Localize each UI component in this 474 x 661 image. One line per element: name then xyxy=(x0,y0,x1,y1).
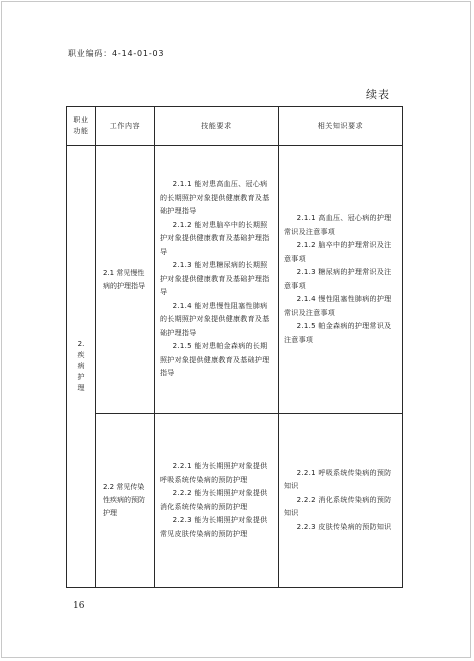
skill-item: 2.1.1 能对患高血压、冠心病的长期照护对象提供健康教育及基础护理指导 xyxy=(160,180,270,216)
column-header-skills: 技能要求 xyxy=(155,107,279,146)
skill-item: 2.1.4 能对患慢性阻塞性肺病的长期照护对象提供健康教育及基础护理指导 xyxy=(160,301,270,337)
table-row xyxy=(67,146,403,414)
continued-label: 续表 xyxy=(366,88,390,101)
work-content-cell xyxy=(96,146,155,414)
column-header-function: 职业功能 xyxy=(67,107,96,146)
skill-item: 2.1.3 能对患糖尿病的长期照护对象提供健康教育及基础护理指导 xyxy=(160,261,270,297)
skill-item: 2.2.2 能为长期照护对象提供消化系统传染病的预防护理 xyxy=(160,489,268,511)
skill-item: 2.2.1 能为长期照护对象提供呼吸系统传染病的预防护理 xyxy=(160,462,268,484)
work-content-cell xyxy=(96,414,155,588)
occupation-code: 职业编码：4-14-01-03 xyxy=(68,49,165,58)
knowledge-cell xyxy=(279,414,403,588)
column-header-knowledge: 相关知识要求 xyxy=(279,107,403,146)
column-header-content: 工作内容 xyxy=(96,107,155,146)
knowledge-item: 2.1.4 慢性阻塞性肺病的护理常识及注意事项 xyxy=(284,295,392,317)
knowledge-item: 2.2.2 消化系统传染病的预防知识 xyxy=(284,495,392,518)
skill-item: 2.1.2 能对患脑卒中的长期照护对象提供健康教育及基础护理指导 xyxy=(160,220,270,256)
skill-item: 2.1.5 能对患帕金森病的长期照护对象提供健康教育及基础护理指导 xyxy=(160,342,270,378)
skill-item: 2.2.3 能为长期照护对象提供常见皮肤传染病的预防护理 xyxy=(160,516,268,538)
knowledge-cell xyxy=(279,146,403,414)
function-label: 2. 疾病护理 xyxy=(77,340,85,392)
skills-table xyxy=(66,106,403,588)
table-header-row xyxy=(67,107,403,146)
page-number: 16 xyxy=(73,601,85,611)
function-cell xyxy=(67,146,96,588)
knowledge-item: 2.1.1 高血压、冠心病的护理常识及注意事项 xyxy=(284,214,392,236)
work-content-label: 2.1 常见慢性病的护理指导 xyxy=(103,268,145,290)
knowledge-item: 2.2.3 皮肤传染病的预防知识 xyxy=(296,522,392,531)
knowledge-item: 2.1.5 帕金森病的护理常识及注意事项 xyxy=(284,322,392,344)
skills-cell xyxy=(155,414,279,588)
knowledge-item: 2.2.1 呼吸系统传染病的预防知识 xyxy=(284,468,392,491)
knowledge-item: 2.1.3 糖尿病的护理常识及注意事项 xyxy=(284,268,392,290)
skills-cell xyxy=(155,146,279,414)
table-row xyxy=(67,414,403,588)
work-content-label: 2.2 常见传染性疾病的预防护理 xyxy=(103,483,145,517)
knowledge-item: 2.1.2 脑卒中的护理常识及注意事项 xyxy=(284,241,392,263)
